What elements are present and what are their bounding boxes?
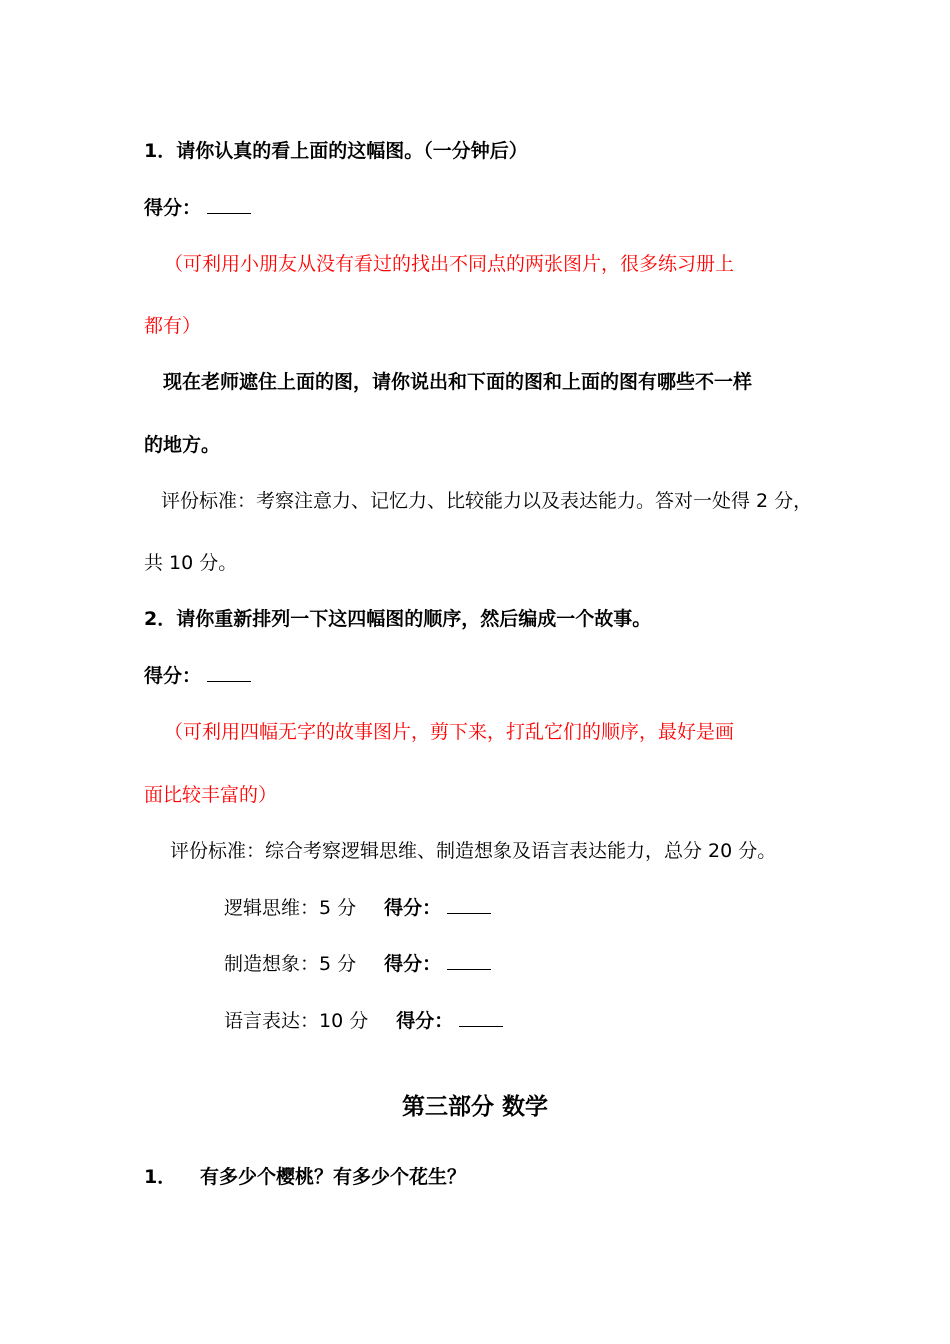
criteria-item-label: 语言表达：10 分 — [224, 1010, 369, 1032]
question-1-criteria-line-1: 评份标准：考察注意力、记忆力、比较能力以及表达能力。答对一处得 2 分， — [161, 490, 813, 512]
score-label: 得分： — [144, 197, 202, 219]
question-1-note-line-2: 都有） — [144, 315, 202, 337]
score-label: 得分： — [396, 1010, 454, 1032]
criteria-item-imagination — [224, 950, 491, 978]
question-1-note-line-1: （可利用小朋友从没有看过的找出不同点的两张图片，很多练习册上 — [164, 253, 735, 275]
criteria-item-label: 制造想象：5 分 — [224, 953, 357, 975]
question-text: 有多少个樱桃？有多少个花生？ — [200, 1166, 467, 1188]
question-1-criteria-line-2: 共 10 分。 — [144, 552, 238, 574]
criteria-item-logic — [224, 894, 491, 922]
math-question-1 — [144, 1163, 466, 1191]
question-1-score — [144, 194, 251, 222]
question-number: 1． — [144, 1166, 177, 1188]
criteria-item-language — [224, 1007, 503, 1035]
criteria-item-label: 逻辑思维：5 分 — [224, 897, 357, 919]
score-label: 得分： — [384, 897, 442, 919]
question-1-title: 1．请你认真的看上面的这幅图。（一分钟后） — [144, 140, 528, 162]
question-2-score — [144, 662, 251, 690]
score-blank[interactable] — [447, 951, 491, 970]
question-2-criteria: 评份标准：综合考察逻辑思维、制造想象及语言表达能力，总分 20 分。 — [170, 840, 777, 862]
question-1-instruction-line-1: 现在老师遮住上面的图，请你说出和下面的图和上面的图有哪些不一样 — [163, 371, 753, 393]
score-label: 得分： — [384, 953, 442, 975]
section-heading-math: 第三部分 数学 — [401, 1094, 548, 1120]
score-blank[interactable] — [459, 1008, 503, 1027]
score-blank[interactable] — [447, 895, 491, 914]
question-1-instruction-line-2: 的地方。 — [144, 434, 221, 456]
score-label: 得分： — [144, 665, 202, 687]
score-blank[interactable] — [207, 663, 251, 682]
question-2-note-line-1: （可利用四幅无字的故事图片，剪下来，打乱它们的顺序，最好是画 — [164, 721, 735, 743]
question-2-title: 2．请你重新排列一下这四幅图的顺序，然后编成一个故事。 — [144, 608, 652, 630]
score-blank[interactable] — [207, 195, 251, 214]
question-2-note-line-2: 面比较丰富的） — [144, 784, 278, 806]
